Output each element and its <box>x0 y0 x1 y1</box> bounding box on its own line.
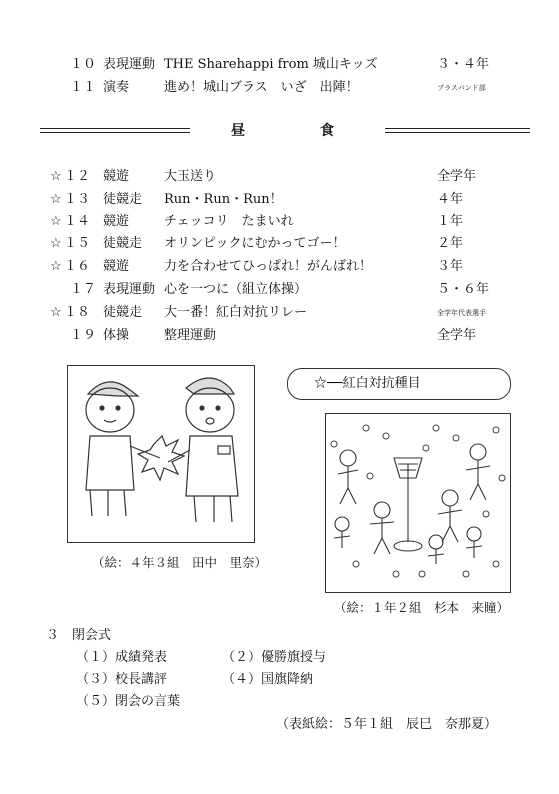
item-number: １３ <box>64 192 91 207</box>
item-title: 大一番！紅白対抗リレー <box>164 305 308 320</box>
item-category: 徒競走 <box>103 192 143 207</box>
item-number: １８ <box>64 305 91 320</box>
item-grade: 全学年代表選手 <box>437 309 486 317</box>
legend-banner <box>287 368 511 400</box>
item-number: １１ <box>70 80 97 95</box>
lunch-label-1: 昼 <box>231 123 245 139</box>
item-title: 整理運動 <box>164 328 217 343</box>
star-mark: ☆ <box>50 305 62 320</box>
program-row <box>0 256 559 278</box>
closing-item: （２）優勝旗授与 <box>222 650 327 665</box>
legend-text: ☆──紅白対抗種目 <box>314 376 421 391</box>
lunch-divider <box>40 120 520 142</box>
program-row <box>0 211 559 233</box>
star-mark: ☆ <box>50 192 62 207</box>
item-category: 競遊 <box>103 259 130 274</box>
closing-item: （１）成績発表 <box>76 650 168 665</box>
lunch-label-2: 食 <box>320 123 334 139</box>
double-rule-left <box>40 128 190 133</box>
item-title: 大玉送り <box>164 169 217 184</box>
closing-heading: ３ 閉会式 <box>46 628 112 643</box>
item-grade: １年 <box>437 214 464 229</box>
star-mark: ☆ <box>50 214 62 229</box>
program-row <box>0 77 559 99</box>
ball-toss-illustration <box>326 414 510 592</box>
relay-kids-illustration <box>68 366 254 542</box>
closing-item: （４）国旗降納 <box>222 672 314 687</box>
item-number: １４ <box>64 214 91 229</box>
closing-item: （３）校長講評 <box>76 672 168 687</box>
item-category: 表現運動 <box>103 57 156 72</box>
drawing-relay-kids <box>67 365 255 543</box>
star-mark: ☆ <box>50 236 62 251</box>
item-number: １９ <box>70 328 97 343</box>
item-grade: 全学年 <box>437 328 477 343</box>
item-number: １２ <box>64 169 91 184</box>
item-category: 競遊 <box>103 214 130 229</box>
item-title: オリンピックにむかってゴー！ <box>164 236 346 251</box>
caption-drawing-1: （絵：４年３組 田中 里奈） <box>92 555 268 570</box>
item-category: 体操 <box>103 328 130 343</box>
closing-item: （５）閉会の言葉 <box>76 694 181 709</box>
item-grade: 全学年 <box>437 169 477 184</box>
program-row <box>0 166 559 188</box>
item-grade: ブラスバンド部 <box>437 84 486 92</box>
item-title: 力を合わせてひっぱれ！がんばれ！ <box>164 259 373 274</box>
program-row <box>0 302 559 324</box>
program-row <box>0 279 559 301</box>
program-row <box>0 54 559 76</box>
double-rule-right <box>385 128 530 133</box>
item-title: THE Sharehappi from 城山キッズ <box>164 57 378 72</box>
item-title: 進め！城山ブラス いざ 出陣！ <box>164 80 359 95</box>
item-category: 競遊 <box>103 169 130 184</box>
program-row <box>0 233 559 255</box>
item-category: 表現運動 <box>103 282 156 297</box>
star-mark: ☆ <box>50 169 62 184</box>
item-number: １５ <box>64 236 91 251</box>
caption-drawing-2: （絵：１年２組 杉本 来瞳） <box>334 600 510 615</box>
item-title: チェッコリ たまいれ <box>164 214 294 229</box>
drawing-ball-toss <box>325 413 511 593</box>
item-grade: ３年 <box>437 259 464 274</box>
item-grade: ３・４年 <box>437 57 490 72</box>
item-number: １７ <box>70 282 97 297</box>
item-category: 演奏 <box>103 80 130 95</box>
program-row <box>0 325 559 347</box>
item-grade: ２年 <box>437 236 464 251</box>
item-number: １６ <box>64 259 91 274</box>
item-title: 心を一つに（組立体操） <box>164 282 308 297</box>
item-category: 徒競走 <box>103 305 143 320</box>
star-mark: ☆ <box>50 259 62 274</box>
item-title: Run・Run・Run！ <box>164 192 283 207</box>
item-grade: ４年 <box>437 192 464 207</box>
item-number: １０ <box>70 57 97 72</box>
cover-art-credit: （表紙絵：５年１組 辰巳 奈那夏） <box>276 717 498 732</box>
program-row <box>0 189 559 211</box>
item-category: 徒競走 <box>103 236 143 251</box>
item-grade: ５・６年 <box>437 282 490 297</box>
